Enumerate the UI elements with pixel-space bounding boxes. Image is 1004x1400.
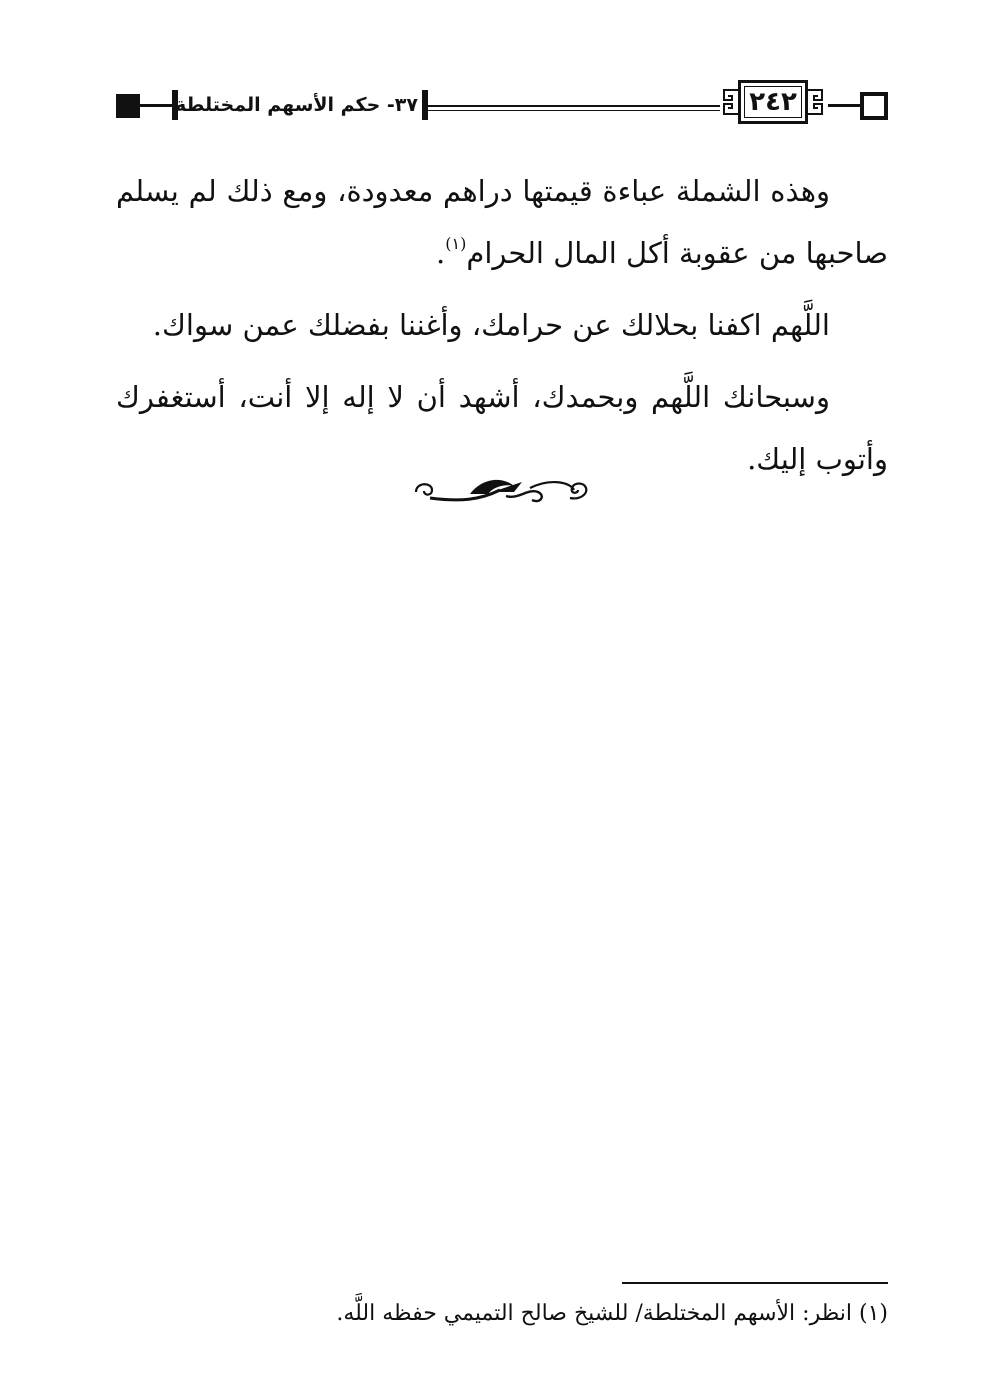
- paragraph-2: اللَّهم اكفنا بحلالك عن حرامك، وأغننا بفضلك عمن سواك.: [152, 308, 830, 342]
- footnote: (١) انظر: الأسهم المختلطة/ للشيخ صالح التميمي حفظه اللَّه.: [336, 1301, 888, 1326]
- frame-corner-right-icon: [808, 84, 826, 120]
- footnote-reference: (١): [445, 234, 467, 253]
- footnote-separator: [622, 1282, 888, 1284]
- chapter-title: ٣٧- حكم الأسهم المختلطة: [175, 94, 418, 116]
- paragraph-3: وسبحانك اللَّهم وبحمدك، أشهد أن لا إله إلا أنت، أستغفرك وأتوب إليك.: [116, 380, 888, 476]
- header-open-square-icon: [860, 92, 888, 120]
- page-number-frame: [738, 80, 808, 124]
- frame-corner-left-icon: [720, 84, 738, 120]
- page-header: [116, 80, 888, 130]
- header-rule-middle: [428, 105, 720, 107]
- paragraph-1-end: .: [436, 236, 446, 270]
- page-number: ٢٤٢: [749, 87, 797, 117]
- paragraph-1-text: وهذه الشملة عباءة قيمتها دراهم معدودة، ومع ذلك لم يسلم صاحبها من عقوبة أكل المال الحرام: [116, 174, 888, 270]
- header-rule-left: [140, 104, 174, 107]
- header-filled-square-icon: [116, 94, 140, 118]
- header-rule-middle-second: [428, 110, 720, 111]
- paragraph-1: [116, 160, 888, 284]
- decorative-flourish-icon: [410, 470, 594, 510]
- main-content: [116, 160, 888, 500]
- header-rule-right: [828, 104, 862, 107]
